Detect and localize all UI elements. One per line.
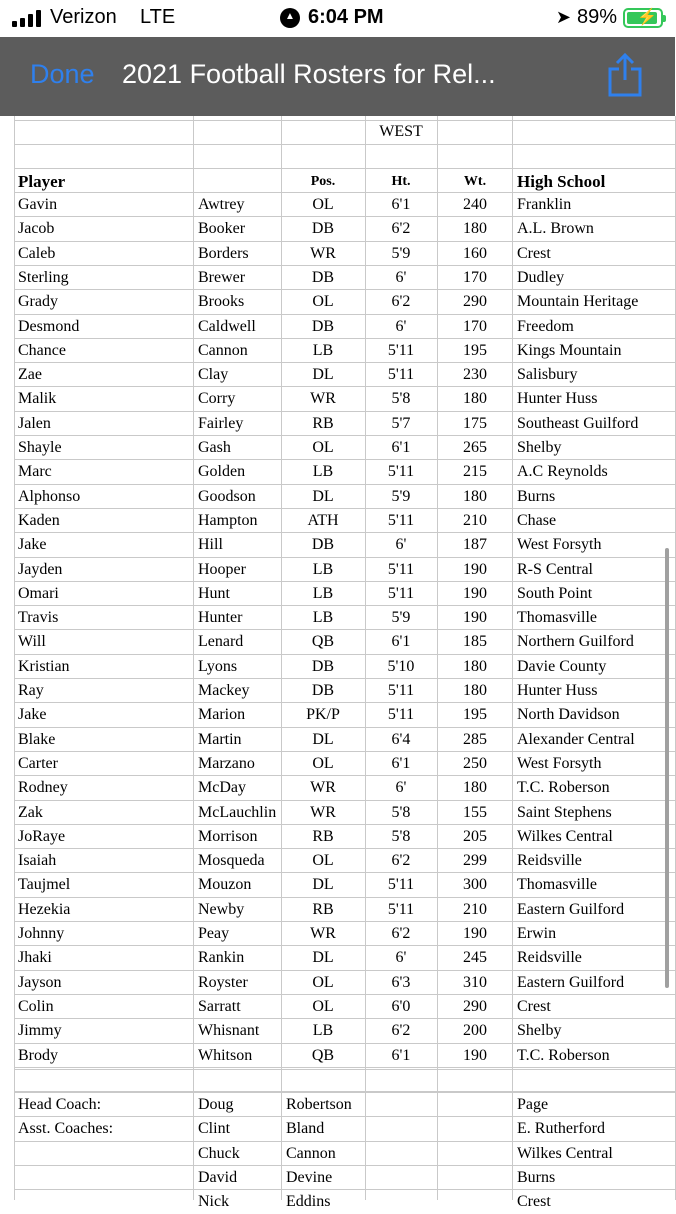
- height-cell: 6': [395, 268, 407, 286]
- coach-role-cell: Head Coach:: [18, 1096, 102, 1113]
- coach-school-cell: E. Rutherford: [517, 1120, 605, 1138]
- last-name-cell: Lyons: [198, 657, 238, 675]
- first-name-cell: Malik: [18, 390, 57, 408]
- height-cell: 5'11: [387, 876, 415, 894]
- height-cell: 5'7: [391, 414, 411, 432]
- high-school-cell: Chase: [517, 511, 557, 529]
- first-name-cell: Jacob: [18, 220, 55, 238]
- last-name-cell: Marion: [198, 706, 246, 724]
- table-row[interactable]: [0, 728, 675, 752]
- table-row[interactable]: [0, 509, 675, 533]
- last-name-cell: Sarratt: [198, 997, 241, 1015]
- last-name-cell: Lenard: [198, 633, 244, 651]
- height-cell: 6'1: [391, 1046, 411, 1064]
- table-row[interactable]: [0, 315, 675, 339]
- first-name-cell: Grady: [18, 293, 58, 311]
- position-cell: OL: [312, 997, 334, 1015]
- high-school-cell: Hunter Huss: [517, 682, 598, 699]
- high-school-cell: A.L. Brown: [517, 220, 594, 238]
- last-name-cell: Mackey: [198, 682, 250, 699]
- high-school-cell: Davie County: [517, 657, 607, 675]
- high-school-cell: R-S Central: [517, 560, 593, 578]
- height-cell: 5'9: [391, 487, 411, 505]
- weight-cell: 299: [463, 852, 487, 870]
- weight-cell: 250: [463, 754, 487, 772]
- high-school-cell: Salisbury: [517, 366, 578, 384]
- coach-row[interactable]: [0, 1166, 675, 1190]
- signal-icon: [12, 9, 41, 27]
- position-cell: DB: [311, 268, 335, 286]
- first-name-cell: Desmond: [18, 317, 80, 335]
- wt-header: Wt.: [463, 174, 487, 189]
- last-name-cell: McDay: [198, 779, 246, 797]
- high-school-cell: Erwin: [517, 925, 557, 942]
- position-cell: DB: [311, 657, 335, 675]
- high-school-cell: Kings Mountain: [517, 341, 622, 359]
- weight-cell: 180: [463, 682, 487, 699]
- last-name-cell: Hampton: [198, 511, 258, 529]
- position-cell: LB: [312, 584, 334, 602]
- weight-cell: 190: [463, 584, 487, 602]
- coach-school-cell: Crest: [517, 1193, 551, 1211]
- position-cell: WR: [310, 244, 336, 262]
- table-row[interactable]: [0, 679, 675, 703]
- high-school-cell: Thomasville: [517, 609, 597, 627]
- table-row[interactable]: [0, 873, 675, 897]
- coach-first-cell: Chuck: [198, 1144, 240, 1162]
- height-cell: 5'11: [387, 682, 415, 699]
- first-name-cell: Kristian: [18, 657, 70, 675]
- share-icon[interactable]: [606, 52, 644, 98]
- high-school-cell: West Forsyth: [517, 754, 602, 772]
- table-row[interactable]: [0, 339, 675, 363]
- position-cell: LB: [312, 609, 334, 627]
- viewer-toolbar: [0, 37, 675, 116]
- table-row[interactable]: [0, 606, 675, 630]
- high-school-cell: Mountain Heritage: [517, 293, 639, 311]
- table-row[interactable]: [0, 533, 675, 557]
- weight-cell: 155: [463, 803, 487, 821]
- position-cell: OL: [312, 196, 334, 213]
- high-school-cell: Hunter Huss: [517, 390, 598, 408]
- table-row[interactable]: [0, 217, 675, 241]
- last-name-cell: Hunter: [198, 609, 243, 627]
- coach-role-cell: Asst. Coaches:: [18, 1120, 114, 1138]
- coach-last-cell: Robertson: [286, 1096, 352, 1113]
- height-cell: 5'11: [387, 900, 415, 918]
- position-cell: DB: [311, 536, 335, 554]
- high-school-cell: Crest: [517, 997, 551, 1015]
- position-cell: WR: [310, 779, 336, 797]
- high-school-cell: Northern Guilford: [517, 633, 634, 651]
- coach-last-cell: Cannon: [286, 1144, 336, 1162]
- coach-first-cell: David: [198, 1168, 238, 1186]
- first-name-cell: Brody: [18, 1046, 58, 1064]
- weight-cell: 175: [463, 414, 487, 432]
- height-cell: 6': [395, 536, 407, 554]
- first-name-cell: Blake: [18, 730, 56, 748]
- table-row[interactable]: [0, 412, 675, 436]
- first-name-cell: Isaiah: [18, 852, 57, 870]
- status-right: [556, 6, 663, 29]
- weight-cell: 215: [463, 463, 487, 481]
- table-row[interactable]: [0, 363, 675, 387]
- position-cell: RB: [312, 827, 334, 845]
- spreadsheet-view[interactable]: [0, 116, 675, 1211]
- height-cell: 6'3: [391, 973, 411, 991]
- last-name-cell: Cannon: [198, 341, 248, 359]
- first-name-cell: Will: [18, 633, 46, 651]
- position-cell: OL: [312, 293, 334, 311]
- last-name-cell: Caldwell: [198, 317, 256, 335]
- first-name-cell: Taujmel: [18, 876, 71, 894]
- table-row[interactable]: [0, 801, 675, 825]
- first-name-cell: JoRaye: [18, 827, 66, 845]
- first-name-cell: Jalen: [18, 414, 51, 432]
- table-row[interactable]: [0, 849, 675, 873]
- weight-cell: 240: [463, 196, 487, 213]
- high-school-cell: Eastern Guilford: [517, 973, 625, 991]
- height-cell: 6': [395, 317, 407, 335]
- last-name-cell: Hunt: [198, 584, 230, 602]
- coach-last-cell: Bland: [286, 1120, 325, 1138]
- time-label: 6:04 PM: [308, 6, 384, 28]
- table-row[interactable]: [0, 266, 675, 290]
- last-name-cell: Fairley: [198, 414, 244, 432]
- weight-cell: 190: [463, 925, 487, 942]
- location-services-icon: [280, 8, 300, 28]
- network-label: LTE: [140, 6, 176, 28]
- height-cell: 5'11: [387, 366, 415, 384]
- last-name-cell: Mouzon: [198, 876, 252, 894]
- table-row[interactable]: [0, 387, 675, 411]
- position-cell: WR: [310, 925, 336, 942]
- last-name-cell: Booker: [198, 220, 246, 238]
- table-row[interactable]: [0, 898, 675, 922]
- height-cell: 6'2: [391, 1022, 411, 1040]
- high-school-cell: T.C. Roberson: [517, 779, 610, 797]
- last-name-cell: Morrison: [198, 827, 258, 845]
- table-row[interactable]: [0, 752, 675, 776]
- last-name-cell: Brooks: [198, 293, 245, 311]
- high-school-cell: Alexander Central: [517, 730, 635, 748]
- position-cell: OL: [312, 973, 334, 991]
- height-cell: 5'9: [391, 244, 411, 262]
- first-name-cell: Travis: [18, 609, 59, 627]
- coach-first-cell: Nick: [198, 1193, 230, 1211]
- first-name-cell: Hezekia: [18, 900, 71, 918]
- ht-header: Ht.: [391, 174, 411, 189]
- last-name-cell: Golden: [198, 463, 246, 481]
- height-cell: 5'11: [387, 706, 415, 724]
- coach-last-cell: Eddins: [286, 1193, 331, 1211]
- last-name-cell: Mosqueda: [198, 852, 265, 870]
- weight-cell: 210: [463, 900, 487, 918]
- coach-school-cell: Burns: [517, 1168, 556, 1186]
- high-school-cell: Freedom: [517, 317, 574, 335]
- weight-cell: 170: [463, 268, 487, 286]
- table-row[interactable]: [0, 655, 675, 679]
- first-name-cell: Zak: [18, 803, 43, 821]
- school-header: High School: [517, 172, 606, 191]
- height-cell: 6'2: [391, 852, 411, 870]
- last-name-cell: Rankin: [198, 949, 245, 967]
- table-row[interactable]: [0, 995, 675, 1019]
- high-school-cell: West Forsyth: [517, 536, 602, 554]
- coach-row[interactable]: [0, 1190, 675, 1214]
- position-cell: OL: [312, 439, 334, 456]
- high-school-cell: Wilkes Central: [517, 827, 613, 845]
- battery-percent: 89%: [576, 6, 617, 28]
- weight-cell: 300: [463, 876, 487, 894]
- weight-cell: 190: [463, 609, 487, 627]
- high-school-cell: North Davidson: [517, 706, 620, 724]
- first-name-cell: Rodney: [18, 779, 68, 797]
- last-name-cell: Peay: [198, 925, 230, 942]
- table-row[interactable]: [0, 630, 675, 654]
- coach-first-cell: Clint: [198, 1120, 231, 1138]
- height-cell: 6'1: [391, 754, 411, 772]
- table-row[interactable]: [0, 242, 675, 266]
- height-cell: 5'11: [387, 511, 415, 529]
- weight-cell: 245: [463, 949, 487, 967]
- first-name-cell: Zae: [18, 366, 42, 384]
- first-name-cell: Gavin: [18, 196, 58, 213]
- high-school-cell: Eastern Guilford: [517, 900, 625, 918]
- first-name-cell: Carter: [18, 754, 58, 772]
- weight-cell: 190: [463, 560, 487, 578]
- height-cell: 6'1: [391, 633, 411, 651]
- high-school-cell: Saint Stephens: [517, 803, 612, 821]
- table-row[interactable]: [0, 558, 675, 582]
- high-school-cell: Crest: [517, 244, 551, 262]
- height-cell: 6'4: [391, 730, 411, 748]
- table-row[interactable]: [0, 703, 675, 727]
- table-row[interactable]: [0, 290, 675, 314]
- position-cell: LB: [312, 560, 334, 578]
- coach-school-cell: Page: [517, 1096, 549, 1113]
- first-name-cell: Kaden: [18, 511, 60, 529]
- position-cell: LB: [312, 341, 334, 359]
- coach-last-cell: Devine: [286, 1168, 333, 1186]
- high-school-cell: Burns: [517, 487, 556, 505]
- high-school-cell: Reidsville: [517, 949, 582, 967]
- weight-cell: 160: [463, 244, 487, 262]
- table-row[interactable]: [0, 460, 675, 484]
- player-header: Player: [18, 172, 66, 191]
- header-row: [0, 169, 675, 193]
- last-name-cell: Newby: [198, 900, 245, 918]
- position-cell: QB: [311, 1046, 335, 1064]
- coach-school-cell: Wilkes Central: [517, 1144, 613, 1162]
- first-name-cell: Alphonso: [18, 487, 81, 505]
- last-name-cell: Brewer: [198, 268, 246, 286]
- table-row[interactable]: [0, 436, 675, 460]
- weight-cell: 180: [463, 487, 487, 505]
- first-name-cell: Jimmy: [18, 1022, 62, 1040]
- carrier-label: Verizon: [50, 6, 117, 28]
- last-name-cell: Martin: [198, 730, 242, 748]
- region-label: WEST: [379, 123, 423, 140]
- table-row[interactable]: [0, 776, 675, 800]
- first-name-cell: Jhaki: [18, 949, 52, 967]
- position-cell: RB: [312, 900, 334, 918]
- position-cell: PK/P: [306, 706, 340, 724]
- high-school-cell: Shelby: [517, 1022, 562, 1040]
- last-name-cell: Hill: [198, 536, 223, 554]
- height-cell: 5'8: [391, 390, 411, 408]
- first-name-cell: Omari: [18, 584, 59, 602]
- position-cell: RB: [312, 414, 334, 432]
- last-name-cell: Goodson: [198, 487, 256, 505]
- last-name-cell: Awtrey: [198, 196, 245, 213]
- last-name-cell: Borders: [198, 244, 249, 262]
- position-cell: DB: [311, 682, 335, 699]
- high-school-cell: Shelby: [517, 439, 562, 456]
- weight-cell: 210: [463, 511, 487, 529]
- table-row[interactable]: [0, 922, 675, 946]
- position-cell: DB: [311, 220, 335, 238]
- height-cell: 6': [395, 949, 407, 967]
- first-name-cell: Marc: [18, 463, 52, 481]
- height-cell: 5'8: [391, 803, 411, 821]
- height-cell: 5'8: [391, 827, 411, 845]
- first-name-cell: Colin: [18, 997, 54, 1015]
- high-school-cell: A.C Reynolds: [517, 463, 608, 481]
- weight-cell: 290: [463, 293, 487, 311]
- table-row[interactable]: [0, 193, 675, 217]
- position-cell: DL: [312, 876, 334, 894]
- clock: [280, 6, 384, 29]
- table-row[interactable]: [0, 485, 675, 509]
- position-cell: DL: [312, 487, 334, 505]
- height-cell: 6': [395, 779, 407, 797]
- last-name-cell: Marzano: [198, 754, 255, 772]
- first-name-cell: Sterling: [18, 268, 69, 286]
- weight-cell: 190: [463, 1046, 487, 1064]
- coach-row[interactable]: [0, 1117, 675, 1141]
- coach-row[interactable]: [0, 1142, 675, 1166]
- coach-first-cell: Doug: [198, 1096, 234, 1113]
- first-name-cell: Shayle: [18, 439, 62, 456]
- document-title: 2021 Football Rosters for Rel...: [122, 59, 496, 89]
- height-cell: 5'10: [387, 657, 415, 675]
- high-school-cell: South Point: [517, 584, 593, 602]
- height-cell: 6'2: [391, 925, 411, 942]
- pos-header: Pos.: [310, 174, 336, 189]
- height-cell: 6'2: [391, 220, 411, 238]
- height-cell: 6'1: [391, 439, 411, 456]
- position-cell: OL: [312, 754, 334, 772]
- weight-cell: 180: [463, 779, 487, 797]
- position-cell: OL: [312, 852, 334, 870]
- first-name-cell: Jake: [18, 706, 47, 724]
- location-arrow-icon: ➤: [555, 7, 571, 27]
- position-cell: WR: [310, 390, 336, 408]
- weight-cell: 230: [463, 366, 487, 384]
- first-name-cell: Johnny: [18, 925, 65, 942]
- position-cell: ATH: [307, 511, 339, 529]
- weight-cell: 205: [463, 827, 487, 845]
- status-bar: [0, 0, 675, 37]
- last-name-cell: Whitson: [198, 1046, 253, 1064]
- done-button[interactable]: Done: [30, 59, 95, 89]
- height-cell: 5'11: [387, 584, 415, 602]
- position-cell: QB: [311, 633, 335, 651]
- weight-cell: 170: [463, 317, 487, 335]
- weight-cell: 180: [463, 657, 487, 675]
- high-school-cell: Dudley: [517, 268, 565, 286]
- weight-cell: 265: [463, 439, 487, 456]
- position-cell: LB: [312, 463, 334, 481]
- weight-cell: 195: [463, 341, 487, 359]
- high-school-cell: Southeast Guilford: [517, 414, 639, 432]
- weight-cell: 185: [463, 633, 487, 651]
- weight-cell: 285: [463, 730, 487, 748]
- weight-cell: 290: [463, 997, 487, 1015]
- first-name-cell: Jayson: [18, 973, 62, 991]
- position-cell: LB: [312, 1022, 334, 1040]
- table-row[interactable]: [0, 582, 675, 606]
- weight-cell: 180: [463, 220, 487, 238]
- high-school-cell: T.C. Roberson: [517, 1046, 610, 1064]
- last-name-cell: Clay: [198, 366, 229, 384]
- table-row[interactable]: [0, 1019, 675, 1043]
- height-cell: 5'11: [387, 341, 415, 359]
- last-name-cell: McLauchlin: [198, 803, 277, 821]
- height-cell: 6'2: [391, 293, 411, 311]
- position-cell: DL: [312, 949, 334, 967]
- battery-icon: ⚡: [623, 8, 663, 28]
- high-school-cell: Franklin: [517, 196, 572, 213]
- first-name-cell: Jake: [18, 536, 47, 554]
- weight-cell: 310: [463, 973, 487, 991]
- last-name-cell: Hooper: [198, 560, 246, 578]
- last-name-cell: Gash: [198, 439, 231, 456]
- table-row[interactable]: [0, 946, 675, 970]
- weight-cell: 187: [463, 536, 487, 554]
- high-school-cell: Reidsville: [517, 852, 582, 870]
- last-name-cell: Royster: [198, 973, 248, 991]
- height-cell: 5'11: [387, 463, 415, 481]
- table-row[interactable]: [0, 825, 675, 849]
- table-row[interactable]: [0, 971, 675, 995]
- position-cell: DL: [312, 366, 334, 384]
- table-row[interactable]: [0, 1044, 675, 1068]
- first-name-cell: Caleb: [18, 244, 56, 262]
- first-name-cell: Ray: [18, 682, 44, 699]
- position-cell: DL: [312, 730, 334, 748]
- high-school-cell: Thomasville: [517, 876, 597, 894]
- scrollbar[interactable]: [665, 548, 669, 988]
- height-cell: 6'1: [391, 196, 411, 213]
- height-cell: 5'11: [387, 560, 415, 578]
- weight-cell: 180: [463, 390, 487, 408]
- height-cell: 6'0: [391, 997, 411, 1015]
- first-name-cell: Chance: [18, 341, 66, 359]
- position-cell: DB: [311, 317, 335, 335]
- position-cell: WR: [310, 803, 336, 821]
- weight-cell: 200: [463, 1022, 487, 1040]
- coach-row[interactable]: [0, 1093, 675, 1117]
- last-name-cell: Whisnant: [198, 1022, 260, 1040]
- weight-cell: 195: [463, 706, 487, 724]
- last-name-cell: Corry: [198, 390, 236, 408]
- first-name-cell: Jayden: [18, 560, 63, 578]
- height-cell: 5'9: [391, 609, 411, 627]
